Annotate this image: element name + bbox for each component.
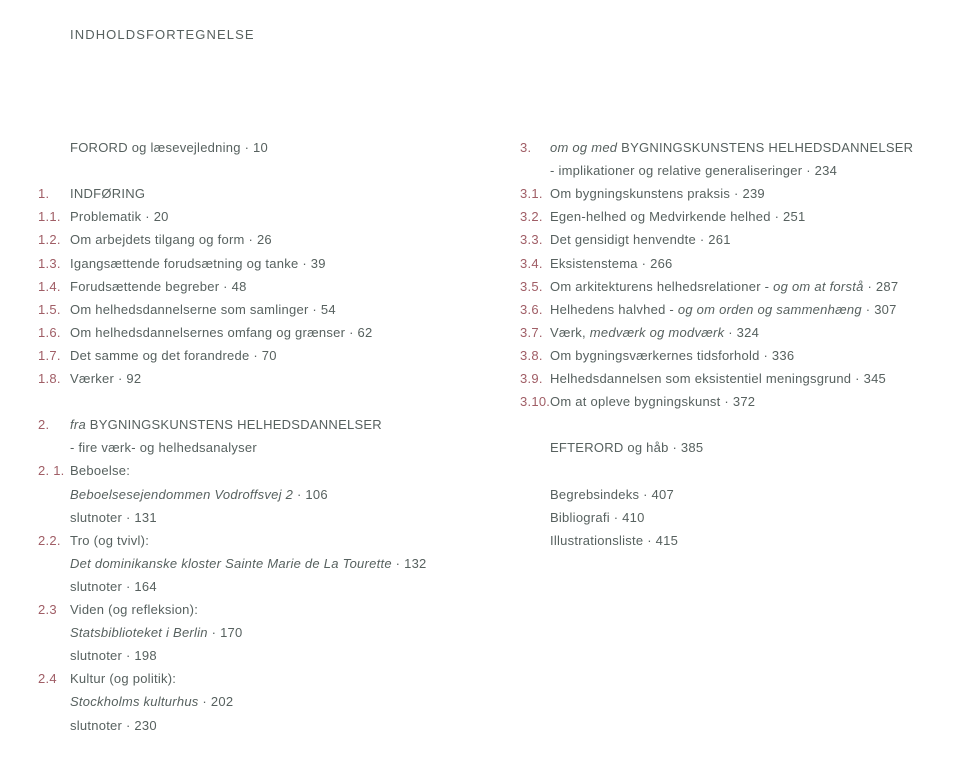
toc-entry <box>520 344 794 367</box>
toc-entry <box>38 644 157 667</box>
toc-entry <box>520 228 731 251</box>
toc-entry <box>38 714 157 737</box>
toc-entry <box>38 413 382 436</box>
toc-entry <box>520 252 673 275</box>
toc-entry <box>38 182 145 205</box>
toc-entry-text: slutnoter · 131 <box>70 510 157 525</box>
toc-entry <box>38 298 336 321</box>
toc-entry <box>38 136 268 159</box>
toc-entry-number: 2. 1. <box>38 463 65 478</box>
toc-entry <box>38 367 141 390</box>
toc-entry <box>38 344 277 367</box>
toc-entry <box>38 436 257 459</box>
toc-entry <box>520 436 703 459</box>
toc-entry-number: 1.2. <box>38 232 61 247</box>
toc-entry-number: 3.10. <box>520 394 551 409</box>
toc-entry-text: Det gensidigt henvendte · 261 <box>550 232 731 247</box>
toc-entry <box>38 205 169 228</box>
toc-entry-text: slutnoter · 198 <box>70 648 157 663</box>
toc-entry-text: Statsbiblioteket i Berlin · 170 <box>70 625 243 640</box>
toc-entry-text: Om arkitekturens helhedsrelationer - og om at forstå · 287 <box>550 279 899 294</box>
toc-entry-text: slutnoter · 164 <box>70 579 157 594</box>
toc-entry-number: 1.7. <box>38 348 61 363</box>
toc-entry-text: Helhedens halvhed - og om orden og sammenhæng · 307 <box>550 302 897 317</box>
toc-entry <box>520 529 678 552</box>
toc-entry-text: slutnoter · 230 <box>70 718 157 733</box>
toc-entry-text: Om helhedsdannelserne som samlinger · 54 <box>70 302 336 317</box>
toc-entry <box>520 367 886 390</box>
toc-entry-number: 3. <box>520 140 532 155</box>
toc-entry <box>520 182 765 205</box>
toc-entry-text: - fire værk- og helhedsanalyser <box>70 440 257 455</box>
toc-entry <box>38 667 176 690</box>
toc-entry-number: 2. <box>38 417 50 432</box>
toc-entry <box>520 483 674 506</box>
toc-entry-number: 2.3 <box>38 602 57 617</box>
toc-entry <box>38 252 326 275</box>
toc-entry-text: Illustrationsliste · 415 <box>550 533 679 548</box>
toc-entry-text: Om bygningsværkernes tidsforhold · 336 <box>550 348 795 363</box>
toc-entry-text: Problematik · 20 <box>70 209 169 224</box>
toc-entry <box>38 228 272 251</box>
toc-entry <box>38 621 243 644</box>
toc-entry-text: Det samme og det forandrede · 70 <box>70 348 277 363</box>
toc-entry <box>520 159 837 182</box>
toc-entry-text: om og med BYGNINGSKUNSTENS HELHEDSDANNELSER <box>550 140 914 155</box>
toc-entry <box>38 690 233 713</box>
toc-entry-text: Beboelse: <box>70 463 131 478</box>
toc-entry-number: 1.4. <box>38 279 61 294</box>
toc-entry-text: Beboelsesejendommen Vodroffsvej 2 · 106 <box>70 487 328 502</box>
toc-entry-number: 3.1. <box>520 186 543 201</box>
toc-entry-text: Værk, medværk og modværk · 324 <box>550 325 760 340</box>
toc-entry-number: 1.6. <box>38 325 61 340</box>
toc-entry <box>520 298 897 321</box>
toc-entry-text: fra BYGNINGSKUNSTENS HELHEDSDANNELSER <box>70 417 382 432</box>
toc-entry-text: Om bygningskunstens praksis · 239 <box>550 186 765 201</box>
toc-entry-text: Igangsættende forudsætning og tanke · 39 <box>70 256 326 271</box>
toc-entry <box>38 506 157 529</box>
toc-entry-text: INDFØRING <box>70 186 146 201</box>
toc-entry-text: Kultur (og politik): <box>70 671 177 686</box>
toc-entry-number: 3.9. <box>520 371 543 386</box>
toc-entry-number: 1.8. <box>38 371 61 386</box>
toc-entry-text: Egen-helhed og Medvirkende helhed · 251 <box>550 209 806 224</box>
toc-entry <box>38 529 149 552</box>
toc-entry <box>38 575 157 598</box>
toc-entry <box>520 136 913 159</box>
toc-entry <box>520 506 645 529</box>
toc-entry-number: 1. <box>38 186 50 201</box>
toc-entry-text: Begrebsindeks · 407 <box>550 487 674 502</box>
toc-entry-number: 2.4 <box>38 671 57 686</box>
toc-entry <box>38 275 247 298</box>
toc-entry <box>38 459 130 482</box>
toc-entry-number: 3.8. <box>520 348 543 363</box>
toc-entry-number: 1.3. <box>38 256 61 271</box>
toc-entry-text: Helhedsdannelsen som eksistentiel meningsgrund · 345 <box>550 371 887 386</box>
toc-entry <box>38 321 372 344</box>
toc-entry-text: Stockholms kulturhus · 202 <box>70 694 234 709</box>
toc-entry-number: 3.5. <box>520 279 543 294</box>
toc-entry <box>38 552 427 575</box>
toc-entry-number: 3.2. <box>520 209 543 224</box>
toc-entry-text: Værker · 92 <box>70 371 142 386</box>
toc-entry-text: Om helhedsdannelsernes omfang og grænser · 62 <box>70 325 373 340</box>
toc-entry-text: Viden (og refleksion): <box>70 602 199 617</box>
toc-entry-number: 1.5. <box>38 302 61 317</box>
toc-entry-text: Om at opleve bygningskunst · 372 <box>550 394 756 409</box>
toc-entry-number: 3.7. <box>520 325 543 340</box>
toc-entry-text: Forudsættende begreber · 48 <box>70 279 247 294</box>
page-title: INDHOLDSFORTEGNELSE <box>70 27 255 42</box>
toc-entry-number: 3.4. <box>520 256 543 271</box>
toc-entry-number: 3.3. <box>520 232 543 247</box>
toc-entry <box>38 598 198 621</box>
toc-entry <box>520 205 805 228</box>
toc-entry <box>520 321 759 344</box>
toc-entry-text: Tro (og tvivl): <box>70 533 150 548</box>
toc-entry <box>520 275 898 298</box>
toc-entry-number: 3.6. <box>520 302 543 317</box>
toc-entry-text: - implikationer og relative generaliseringer · 234 <box>550 163 838 178</box>
toc-entry-text: FORORD og læsevejledning · 10 <box>70 140 268 155</box>
toc-entry-text: Det dominikanske kloster Sainte Marie de La Tourette · 132 <box>70 556 427 571</box>
toc-entry-text: EFTERORD og håb · 385 <box>550 440 704 455</box>
toc-entry-text: Om arbejdets tilgang og form · 26 <box>70 232 272 247</box>
toc-entry <box>38 483 328 506</box>
toc-entry-number: 1.1. <box>38 209 61 224</box>
toc-entry-text: Eksistenstema · 266 <box>550 256 673 271</box>
toc-entry <box>520 390 755 413</box>
toc-entry-text: Bibliografi · 410 <box>550 510 645 525</box>
toc-entry-number: 2.2. <box>38 533 61 548</box>
